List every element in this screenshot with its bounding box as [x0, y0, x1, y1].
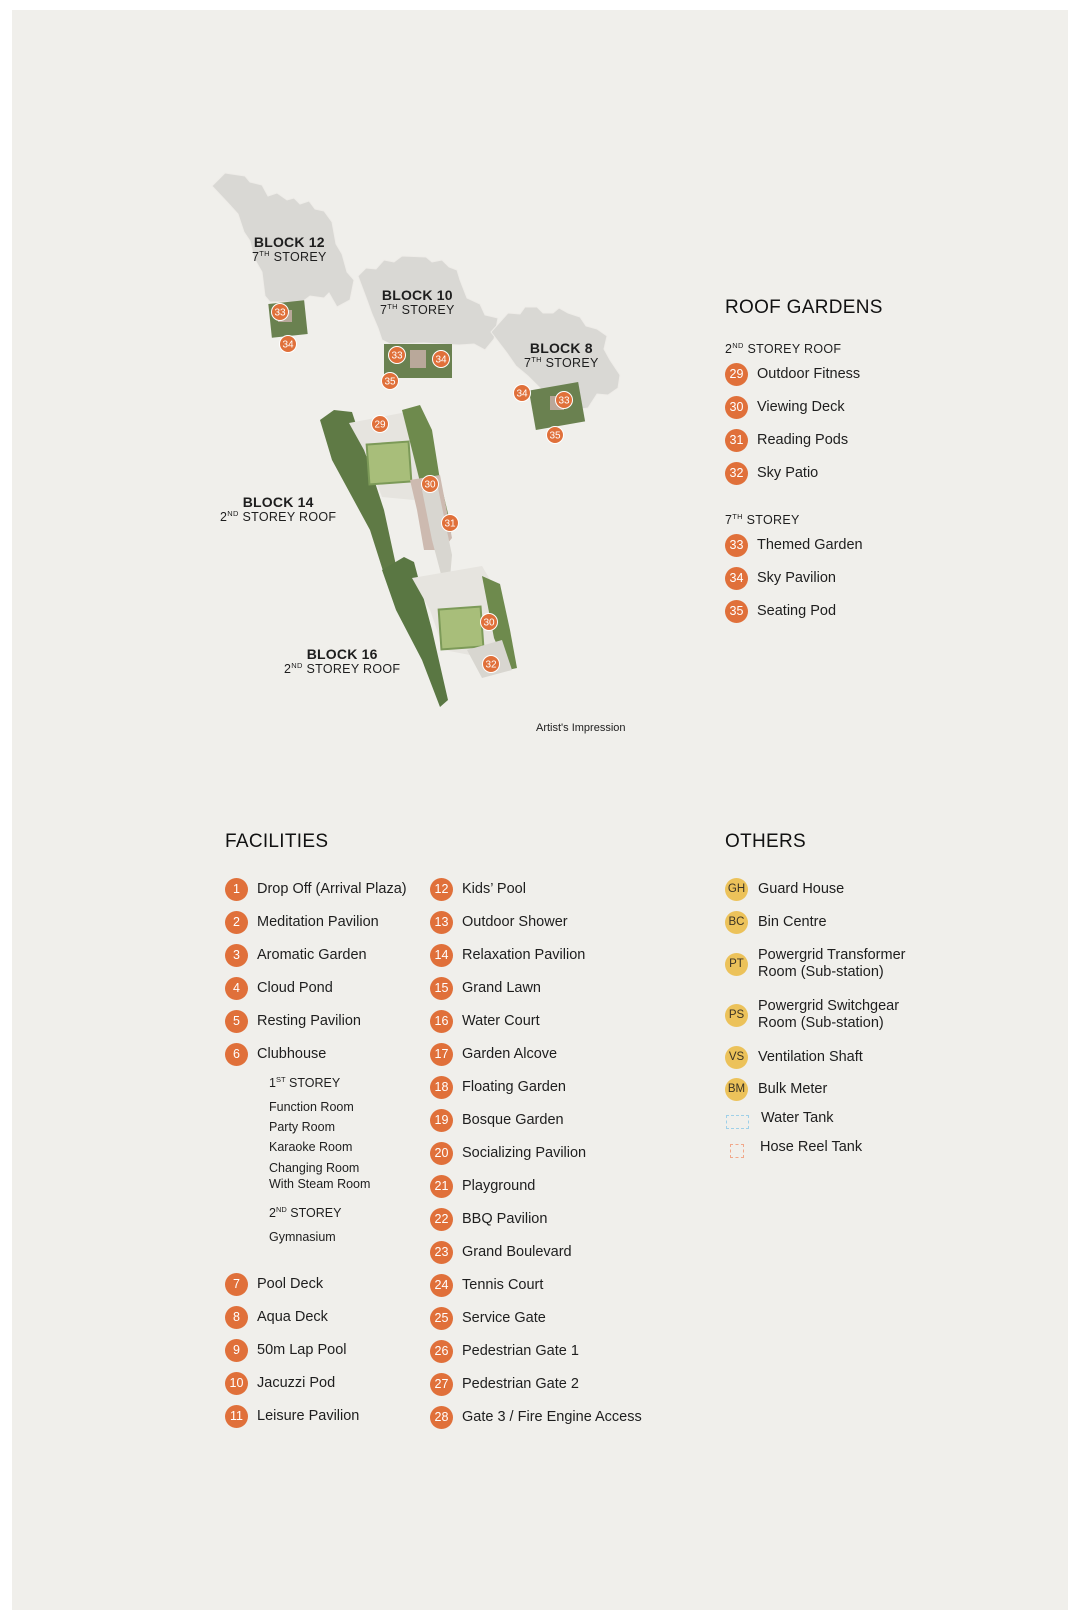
legend-item-25	[430, 1307, 546, 1330]
clubhouse-1st-storey-heading: 1ST STOREY	[269, 1075, 341, 1090]
clubhouse-room: Party Room	[269, 1120, 335, 1134]
legend-item-label: Leisure Pavilion	[257, 1408, 360, 1424]
marker-label-33: 33	[274, 307, 286, 319]
legend-item-18	[430, 1076, 566, 1099]
number-badge: 34	[725, 567, 748, 590]
legend-item-5	[225, 1010, 361, 1033]
marker-label-34: 34	[516, 388, 528, 400]
legend-item-label: Playground	[462, 1178, 536, 1194]
number-badge: 19	[430, 1109, 453, 1132]
marker-label-35: 35	[549, 430, 561, 442]
number-badge: 18	[430, 1076, 453, 1099]
number-badge: 13	[430, 911, 453, 934]
legend-item-34	[725, 567, 836, 590]
others-item-label: Bin Centre	[758, 914, 827, 930]
block-10-level: 7TH STOREY	[380, 302, 455, 318]
block-8-level: 7TH STOREY	[524, 355, 599, 371]
roof-gardens-2nd-storey-heading: 2ND STOREY ROOF	[725, 341, 842, 356]
legend-item-label: Aqua Deck	[257, 1309, 328, 1325]
legend-item-label: Jacuzzi Pod	[257, 1375, 336, 1391]
legend-item-9	[225, 1339, 346, 1362]
block-16-name: BLOCK 16	[306, 646, 378, 662]
legend-item-10	[225, 1372, 335, 1395]
clubhouse-room: Function Room	[269, 1100, 354, 1114]
legend-item-label: BBQ Pavilion	[462, 1211, 548, 1227]
legend-item-3	[225, 944, 367, 967]
roof-gardens-title: ROOF GARDENS	[725, 297, 883, 318]
block-10-label	[380, 287, 455, 317]
legend-item-32	[725, 462, 818, 485]
legend-item-30	[725, 396, 845, 419]
number-badge: 35	[725, 600, 748, 623]
marker-label-30: 30	[424, 479, 436, 491]
clubhouse-2nd-storey-heading: 2ND STOREY	[269, 1205, 342, 1220]
block-12-label	[252, 234, 327, 264]
others-item-label: Bulk Meter	[758, 1081, 828, 1097]
legend-item-label: Service Gate	[462, 1310, 546, 1326]
roof-map-drawing	[12, 10, 1068, 770]
legend-item-label: Seating Pod	[757, 603, 837, 619]
code-badge: PT	[725, 953, 748, 976]
number-badge: 14	[430, 944, 453, 967]
number-badge: 28	[430, 1406, 453, 1429]
roof-garden-map	[12, 10, 1068, 770]
legend-item-7	[225, 1273, 323, 1296]
number-badge: 31	[725, 429, 748, 452]
dashed-blue-rect-icon	[726, 1115, 749, 1129]
number-badge: 23	[430, 1241, 453, 1264]
legend-item-label: Themed Garden	[757, 537, 863, 553]
block-12-name: BLOCK 12	[253, 234, 325, 250]
number-badge: 24	[430, 1274, 453, 1297]
number-badge: 4	[225, 977, 248, 1000]
others-item-bm	[725, 1078, 827, 1101]
legend-item-label: Drop Off (Arrival Plaza)	[257, 881, 407, 897]
legend-item-27	[430, 1373, 579, 1396]
legend-item-21	[430, 1175, 535, 1198]
marker-label-35: 35	[384, 376, 396, 388]
legend-item-label: Socializing Pavilion	[462, 1145, 587, 1161]
block-14-label	[220, 494, 336, 524]
legend-item-14	[430, 944, 585, 967]
others-title: OTHERS	[725, 831, 806, 852]
clubhouse-room: Changing Room	[269, 1161, 360, 1175]
legend-item-label: Pedestrian Gate 1	[462, 1343, 579, 1359]
block-16-level: 2ND STOREY ROOF	[284, 661, 401, 677]
number-badge: 16	[430, 1010, 453, 1033]
legend-item-33	[725, 534, 863, 557]
legend-item-label: Sky Patio	[757, 465, 819, 481]
marker-label-33: 33	[558, 395, 570, 407]
code-badge: GH	[725, 878, 748, 901]
number-badge: 22	[430, 1208, 453, 1231]
legend-item-2	[225, 911, 379, 934]
marker-label-29: 29	[374, 419, 386, 431]
legend-item-label: Bosque Garden	[462, 1112, 564, 1128]
legend-item-20	[430, 1142, 586, 1165]
legend-item-28	[430, 1406, 642, 1429]
legend-item-label: Reading Pods	[757, 432, 849, 448]
number-badge: 27	[430, 1373, 453, 1396]
legend-item-12	[430, 878, 526, 901]
legend-item-label: Resting Pavilion	[257, 1013, 361, 1029]
clubhouse-room: With Steam Room	[269, 1177, 371, 1191]
legend-item-label: Grand Boulevard	[462, 1244, 572, 1260]
block-12-level: 7TH STOREY	[252, 249, 327, 265]
others-item-label: Guard House	[758, 881, 845, 897]
legend-item-19	[430, 1109, 564, 1132]
legend-item-23	[430, 1241, 572, 1264]
legend-item-label: Relaxation Pavilion	[462, 947, 586, 963]
legend-item-label: Grand Lawn	[462, 980, 541, 996]
block-16-label	[284, 646, 400, 676]
legend-item-26	[430, 1340, 579, 1363]
legend-item-11	[225, 1405, 359, 1428]
number-badge: 10	[225, 1372, 248, 1395]
legend-item-label: Water Court	[462, 1013, 540, 1029]
legend-item-label: Gate 3 / Fire Engine Access	[462, 1409, 642, 1425]
legend-item-label: Pedestrian Gate 2	[462, 1376, 579, 1392]
others-item-label: Ventilation Shaft	[758, 1049, 863, 1065]
code-badge: BC	[725, 911, 748, 934]
legend-item-24	[430, 1274, 543, 1297]
others-item-ps	[725, 995, 899, 1032]
legend-item-label: Pool Deck	[257, 1276, 324, 1292]
number-badge: 30	[725, 396, 748, 419]
legend-item-label: Garden Alcove	[462, 1046, 558, 1062]
number-badge: 26	[430, 1340, 453, 1363]
others-item-label: Powergrid Switchgear Room (Sub-station)	[758, 998, 900, 1031]
legend-item-label: Aromatic Garden	[257, 947, 367, 963]
facilities-title: FACILITIES	[225, 831, 329, 852]
block-14-level: 2ND STOREY ROOF	[220, 509, 337, 525]
legend-item-label: 50m Lap Pool	[257, 1342, 347, 1358]
clubhouse-gymnasium: Gymnasium	[269, 1230, 336, 1244]
legend-item-4	[225, 977, 333, 1000]
block-16-roof	[382, 557, 517, 707]
marker-label-34: 34	[282, 339, 294, 351]
block-10-name: BLOCK 10	[381, 287, 453, 303]
others-item-label: Powergrid Transformer Room (Sub-station)	[758, 947, 906, 980]
roof-gardens-7th-storey-heading: 7TH STOREY	[725, 512, 800, 527]
number-badge: 15	[430, 977, 453, 1000]
block-8-label	[524, 340, 599, 370]
legend-item-16	[430, 1010, 540, 1033]
others-item-gh	[725, 878, 844, 901]
number-badge: 8	[225, 1306, 248, 1329]
hose-reel-tank-item: Hose Reel Tank	[725, 1139, 862, 1158]
block-14-name: BLOCK 14	[242, 494, 314, 510]
artists-impression-note: Artist's Impression	[536, 722, 626, 734]
others-item-vs	[725, 1046, 863, 1069]
marker-label-34: 34	[435, 354, 447, 366]
legend-item-29	[725, 363, 860, 386]
code-badge: VS	[725, 1046, 748, 1069]
legend-item-8	[225, 1306, 328, 1329]
marker-label-31: 31	[444, 518, 456, 530]
water-tank-item: Water Tank	[725, 1110, 834, 1129]
legend-item-13	[430, 911, 568, 934]
number-badge: 3	[225, 944, 248, 967]
dashed-orange-square-icon	[730, 1144, 744, 1158]
code-badge: PS	[725, 1004, 748, 1027]
legend-item-label: Meditation Pavilion	[257, 914, 379, 930]
legend-item-6	[225, 1043, 326, 1066]
legend-item-label: Outdoor Fitness	[757, 366, 861, 382]
number-badge: 2	[225, 911, 248, 934]
number-badge: 11	[225, 1405, 248, 1428]
number-badge: 17	[430, 1043, 453, 1066]
number-badge: 1	[225, 878, 248, 901]
marker-label-30: 30	[483, 617, 495, 629]
number-badge: 6	[225, 1043, 248, 1066]
legend-item-17	[430, 1043, 557, 1066]
number-badge: 20	[430, 1142, 453, 1165]
legend-item-label: Viewing Deck	[757, 399, 845, 415]
legend-item-15	[430, 977, 541, 1000]
legend-item-label: Cloud Pond	[257, 980, 333, 996]
site-plan-sheet	[12, 10, 1068, 1610]
number-badge: 12	[430, 878, 453, 901]
number-badge: 29	[725, 363, 748, 386]
legend-item-label: Kids’ Pool	[462, 881, 526, 897]
number-badge: 33	[725, 534, 748, 557]
code-badge: BM	[725, 1078, 748, 1101]
number-badge: 25	[430, 1307, 453, 1330]
legend-item-31	[725, 429, 848, 452]
legend-item-label: Tennis Court	[462, 1277, 544, 1293]
marker-label-32: 32	[485, 659, 497, 671]
number-badge: 21	[430, 1175, 453, 1198]
legend-item-label: Clubhouse	[257, 1046, 327, 1062]
block-8-name: BLOCK 8	[529, 340, 593, 356]
legend-item-22	[430, 1208, 547, 1231]
number-badge: 7	[225, 1273, 248, 1296]
others-item-bc	[725, 911, 827, 934]
legend-item-1	[225, 878, 407, 901]
number-badge: 9	[225, 1339, 248, 1362]
others-item-pt	[725, 944, 905, 981]
legend-item-label: Floating Garden	[462, 1079, 566, 1095]
legend-item-35	[725, 600, 836, 623]
legend-item-label: Sky Pavilion	[757, 570, 836, 586]
clubhouse-room: Karaoke Room	[269, 1140, 353, 1154]
number-badge: 32	[725, 462, 748, 485]
marker-label-33: 33	[391, 350, 403, 362]
legend-item-label: Outdoor Shower	[462, 914, 568, 930]
number-badge: 5	[225, 1010, 248, 1033]
